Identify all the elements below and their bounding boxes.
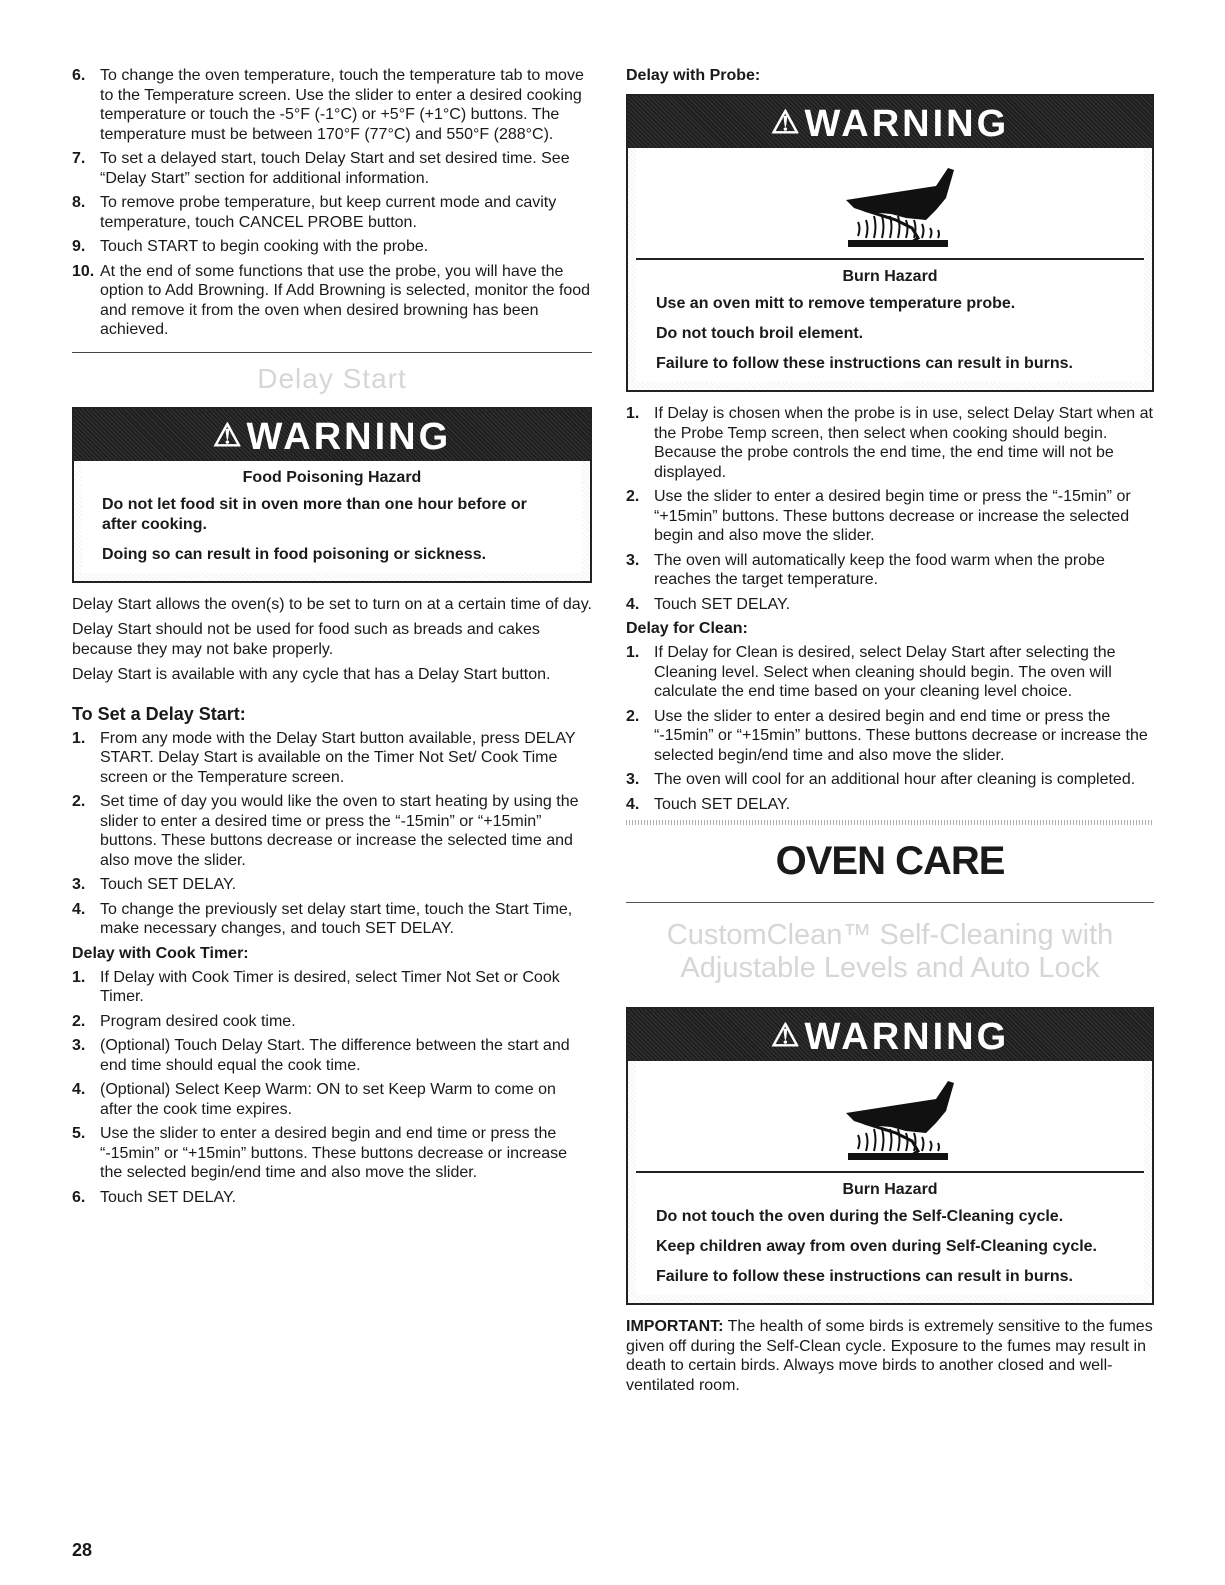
list-item — [72, 1080, 592, 1119]
self-clean-burn-warning — [626, 1007, 1154, 1305]
list-item — [72, 729, 592, 788]
list-number: 2. — [72, 1012, 86, 1030]
paragraph: Delay Start should not be used for food such as breads and cakes because they may not bake properly. — [72, 621, 540, 658]
delay-probe-steps-list — [626, 404, 1154, 614]
warning-line: Failure to follow these instructions can result in burns. — [656, 355, 1073, 372]
probe-burn-warning — [626, 94, 1154, 392]
important-text: The health of some birds is extremely sensitive to the fumes given off during the Self-Clean cycle. Exposure to the fumes may result in death to certain birds. Always move birds to another closed and well-ventilated room. — [626, 1318, 1153, 1394]
paragraph: Delay Start is available with any cycle that has a Delay Start button. — [72, 666, 551, 683]
list-text: Touch START to begin cooking with the probe. — [100, 238, 429, 255]
delay-clean-heading: Delay for Clean: — [626, 620, 748, 637]
list-text: Touch SET DELAY. — [654, 795, 791, 813]
list-item — [72, 1036, 592, 1075]
left-column — [72, 66, 592, 1212]
list-item — [626, 404, 1154, 482]
warning-body-box — [636, 1061, 1144, 1295]
right-column — [626, 66, 1154, 1401]
warning-line: Do not touch broil element. — [656, 325, 864, 342]
warning-line: Use an oven mitt to remove temperature probe. — [656, 295, 1016, 312]
list-item — [72, 193, 592, 232]
list-number: 6. — [72, 1188, 86, 1206]
list-number: 3. — [72, 1037, 86, 1054]
list-number: 3. — [626, 551, 640, 569]
list-item — [626, 487, 1154, 546]
list-text: Touch SET DELAY. — [100, 876, 237, 893]
delay-start-title: Delay Start — [257, 362, 407, 394]
list-text: If Delay is chosen when the probe is in use, select Delay Start when at the Probe Temp screen, then select when cooking should begin. Because the probe controls the end time, the end time will not be displayed. — [654, 405, 1153, 481]
warning-triangle-icon: ⚠ — [770, 104, 803, 140]
list-item — [72, 875, 592, 895]
list-number: 4. — [626, 595, 640, 613]
list-text: Program desired cook time. — [100, 1012, 296, 1030]
list-item — [72, 900, 592, 939]
list-number: 4. — [72, 900, 86, 918]
delay-clean-steps-list — [626, 643, 1154, 814]
list-text: If Delay with Cook Timer is desired, select Timer Not Set or Cook Timer. — [100, 968, 560, 1005]
list-item — [626, 643, 1154, 702]
list-number: 1. — [72, 729, 86, 747]
list-item — [72, 237, 592, 257]
section-divider — [626, 902, 1154, 903]
section-divider — [72, 352, 592, 353]
list-number: 2. — [626, 488, 640, 505]
list-text: To remove probe temperature, but keep current mode and cavity temperature, touch CANCEL PROBE button. — [100, 194, 557, 231]
list-text: At the end of some functions that use the probe, you will have the option to Add Browning. If Add Browning is selected, monitor the food and remove it from the oven when desired browning has been achieved. — [100, 262, 591, 338]
list-number: 1. — [626, 644, 640, 661]
warning-line: Doing so can result in food poisoning or sickness. — [102, 545, 487, 563]
list-item — [626, 551, 1154, 590]
important-note — [626, 1317, 1154, 1395]
list-item — [626, 795, 1154, 815]
dotted-divider — [626, 820, 1154, 825]
list-number: 10. — [72, 262, 95, 280]
list-text: Touch SET DELAY. — [654, 595, 791, 613]
list-text: The oven will automatically keep the food warm when the probe reaches the target temperature. — [654, 551, 1105, 588]
list-text: Touch SET DELAY. — [100, 1188, 237, 1206]
page-number: 28 — [72, 1540, 93, 1560]
list-item — [72, 1188, 592, 1208]
warning-line: Keep children away from oven during Self-Cleaning cycle. — [656, 1238, 1097, 1255]
list-item — [72, 1012, 592, 1032]
list-item — [626, 707, 1154, 766]
warning-triangle-icon: ⚠ — [770, 1017, 803, 1053]
list-item — [626, 595, 1154, 615]
important-label: IMPORTANT: — [626, 1318, 724, 1335]
list-text: Set time of day you would like the oven to start heating by using the slider to enter a desired time or press the “-15min” or “+15min” buttons. These buttons decrease or increase the selected time and also move the slider. — [100, 793, 579, 869]
list-text: From any mode with the Delay Start button available, press DELAY START. Delay Start is available on the Timer Not Set/ Cook Time screen or the Temperature screen. — [100, 729, 576, 786]
warning-line: Do not let food sit in oven more than one hour before or after cooking. — [102, 495, 527, 533]
list-text: The oven will cool for an additional hour after cleaning is completed. — [654, 771, 1136, 788]
hazard-title: Burn Hazard — [842, 1181, 938, 1198]
warning-line: Failure to follow these instructions can result in burns. — [656, 1268, 1073, 1285]
list-item — [72, 792, 592, 870]
list-number: 9. — [72, 238, 86, 255]
warning-header: ⚠WARNING — [628, 96, 1152, 148]
list-number: 4. — [72, 1081, 86, 1098]
list-item — [626, 770, 1154, 790]
list-number: 6. — [72, 67, 86, 84]
list-number: 3. — [626, 771, 640, 788]
food-poisoning-warning — [72, 407, 592, 583]
list-text: To change the previously set delay start time, touch the Start Time, make necessary changes, and touch SET DELAY. — [100, 900, 573, 937]
hot-surface-hand-icon — [636, 1061, 1144, 1173]
list-text: Use the slider to enter a desired begin and end time or press the “-15min” or “+15min” buttons. These buttons decrease or increase the selected begin/end time and also move the slider. — [100, 1125, 568, 1181]
list-number: 4. — [626, 795, 640, 813]
delay-probe-heading: Delay with Probe: — [626, 67, 761, 84]
list-text: Use the slider to enter a desired begin and end time or press the “-15min” or “+15min” buttons. These buttons decrease or increase the selected begin/end time and also move the slider. — [654, 707, 1148, 764]
oven-care-title: OVEN CARE — [775, 839, 1005, 883]
list-text: To change the oven temperature, touch the temperature tab to move to the Temperature screen. Use the slider to enter a desired cooking temperature or touch the -5°F (-1°C) or +5°F (+1°C) buttons. The temperature must be between 170°F (77°C) and 550°F (288°C). — [100, 67, 584, 143]
list-item — [72, 1124, 592, 1183]
list-number: 1. — [72, 968, 86, 986]
list-text: To set a delayed start, touch Delay Start and set desired time. See “Delay Start” section for additional information. — [100, 150, 570, 187]
list-item — [72, 968, 592, 1007]
list-number: 2. — [72, 793, 86, 810]
cook-timer-steps-list — [72, 968, 592, 1208]
hazard-title: Food Poisoning Hazard — [242, 468, 422, 486]
customclean-title: CustomClean™ Self-Cleaning with Adjustable Levels and Auto Lock — [666, 919, 1114, 984]
list-number: 3. — [72, 876, 86, 893]
list-number: 7. — [72, 150, 86, 167]
list-number: 8. — [72, 194, 86, 211]
list-number: 5. — [72, 1125, 86, 1142]
warning-line: Do not touch the oven during the Self-Cleaning cycle. — [656, 1208, 1064, 1225]
hot-surface-hand-icon — [636, 148, 1144, 260]
set-delay-steps-list — [72, 729, 592, 939]
list-number: 2. — [626, 707, 640, 725]
hazard-title: Burn Hazard — [842, 268, 938, 285]
warning-header: ⚠WARNING — [74, 409, 590, 461]
list-text: Use the slider to enter a desired begin time or press the “-15min” or “+15min” buttons. These buttons decrease or increase the selected begin and also move the slider. — [654, 488, 1131, 544]
list-text: (Optional) Select Keep Warm: ON to set Keep Warm to come on after the cook time expires. — [100, 1081, 556, 1118]
list-text: If Delay for Clean is desired, select Delay Start after selecting the Cleaning level. Select when cleaning should begin. The oven will calculate the end time based on your cleaning level choice. — [654, 644, 1116, 700]
list-number: 1. — [626, 405, 640, 422]
list-item — [72, 149, 592, 188]
paragraph: Delay Start allows the oven(s) to be set to turn on at a certain time of day. — [72, 595, 592, 613]
warning-body-box — [636, 148, 1144, 382]
warning-body-box — [82, 461, 582, 573]
cook-timer-heading: Delay with Cook Timer: — [72, 944, 249, 962]
list-item — [72, 66, 592, 144]
list-item — [72, 262, 592, 340]
probe-steps-list — [72, 66, 592, 340]
warning-triangle-icon: ⚠ — [212, 416, 245, 453]
set-delay-start-heading: To Set a Delay Start: — [72, 703, 246, 724]
list-text: (Optional) Touch Delay Start. The difference between the start and end time should equal the cook time. — [100, 1037, 570, 1074]
warning-header: ⚠WARNING — [628, 1009, 1152, 1061]
